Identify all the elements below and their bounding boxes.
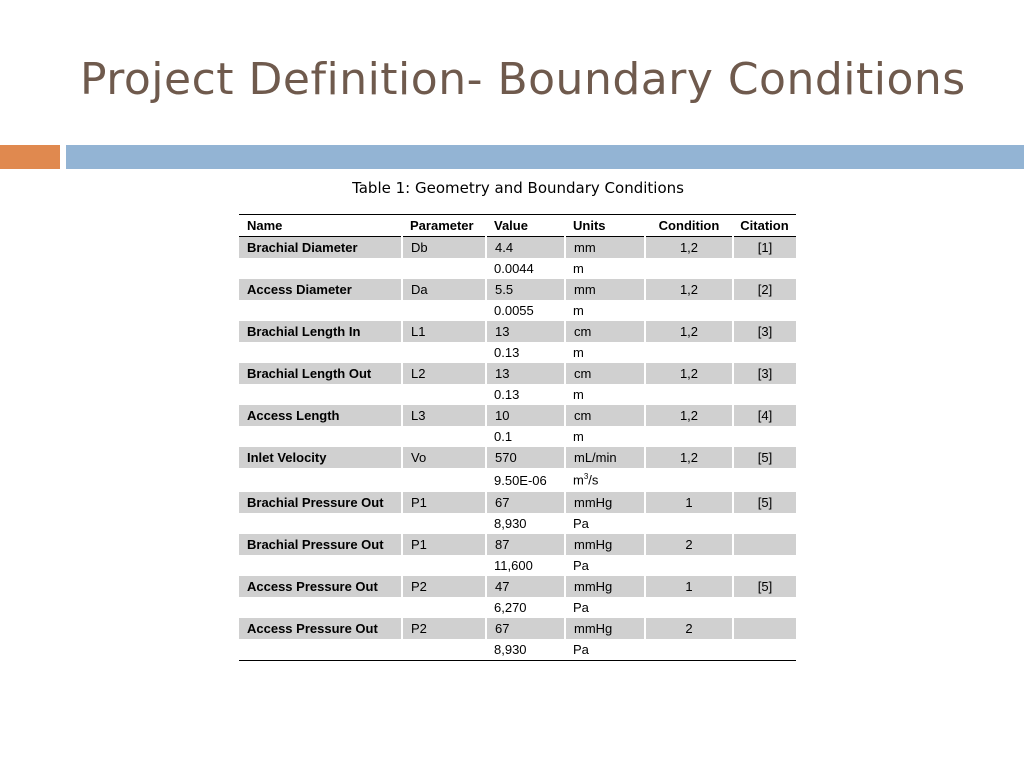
boundary-conditions-table bbox=[239, 214, 796, 661]
cell-name: Access Length bbox=[239, 405, 402, 426]
cell-parameter: L3 bbox=[402, 405, 486, 426]
cell-parameter bbox=[402, 258, 486, 279]
cell-value: 0.1 bbox=[486, 426, 565, 447]
cell-value: 4.4 bbox=[486, 237, 565, 259]
table-row bbox=[239, 639, 796, 661]
cell-value: 0.0044 bbox=[486, 258, 565, 279]
cell-citation bbox=[733, 258, 796, 279]
cell-parameter: Db bbox=[402, 237, 486, 259]
cell-citation: [3] bbox=[733, 363, 796, 384]
cell-condition bbox=[645, 639, 733, 661]
cell-units: mmHg bbox=[565, 576, 645, 597]
header-name: Name bbox=[239, 215, 402, 237]
table-row bbox=[239, 258, 796, 279]
cell-value: 8,930 bbox=[486, 639, 565, 661]
cell-citation bbox=[733, 300, 796, 321]
cell-name: Brachial Length Out bbox=[239, 363, 402, 384]
cell-condition bbox=[645, 384, 733, 405]
units-suffix: /s bbox=[588, 472, 599, 488]
table-row bbox=[239, 237, 796, 259]
cell-condition: 1 bbox=[645, 492, 733, 513]
cell-condition bbox=[645, 300, 733, 321]
table-row bbox=[239, 426, 796, 447]
cell-name: Brachial Diameter bbox=[239, 237, 402, 259]
cell-value: 0.0055 bbox=[486, 300, 565, 321]
cell-citation bbox=[733, 639, 796, 661]
table-row bbox=[239, 321, 796, 342]
cell-citation bbox=[733, 597, 796, 618]
cell-parameter bbox=[402, 555, 486, 576]
table-row bbox=[239, 576, 796, 597]
cell-value: 11,600 bbox=[486, 555, 565, 576]
units-exponent: 3 bbox=[583, 472, 589, 482]
cell-parameter: P2 bbox=[402, 618, 486, 639]
cell-condition: 2 bbox=[645, 534, 733, 555]
cell-condition: 1,2 bbox=[645, 237, 733, 259]
cell-value: 9.50E-06 bbox=[486, 468, 565, 492]
cell-parameter bbox=[402, 426, 486, 447]
cell-units: Pa bbox=[565, 639, 645, 661]
cell-units: Pa bbox=[565, 555, 645, 576]
table-caption: Table 1: Geometry and Boundary Conditions bbox=[352, 179, 684, 197]
cell-units: mL/min bbox=[565, 447, 645, 468]
cell-name bbox=[239, 342, 402, 363]
cell-units: m bbox=[565, 300, 645, 321]
cell-parameter: Da bbox=[402, 279, 486, 300]
cell-citation bbox=[733, 342, 796, 363]
cell-value: 0.13 bbox=[486, 384, 565, 405]
cell-name bbox=[239, 597, 402, 618]
cell-condition: 1,2 bbox=[645, 447, 733, 468]
cell-name bbox=[239, 468, 402, 492]
cell-parameter: P1 bbox=[402, 534, 486, 555]
cell-units: m bbox=[565, 258, 645, 279]
cell-units: mmHg bbox=[565, 492, 645, 513]
cell-units: mm bbox=[565, 237, 645, 259]
table-row bbox=[239, 300, 796, 321]
table-row bbox=[239, 405, 796, 426]
cell-condition: 1,2 bbox=[645, 405, 733, 426]
cell-value: 8,930 bbox=[486, 513, 565, 534]
cell-citation bbox=[733, 618, 796, 639]
cell-value: 87 bbox=[486, 534, 565, 555]
cell-condition: 2 bbox=[645, 618, 733, 639]
cell-citation: [5] bbox=[733, 447, 796, 468]
cell-name bbox=[239, 426, 402, 447]
cell-condition bbox=[645, 258, 733, 279]
accent-bar-blue bbox=[66, 145, 1024, 169]
cell-value: 570 bbox=[486, 447, 565, 468]
cell-parameter: L2 bbox=[402, 363, 486, 384]
table-header-row bbox=[239, 215, 796, 237]
cell-condition: 1,2 bbox=[645, 279, 733, 300]
table-row bbox=[239, 513, 796, 534]
cell-units: m bbox=[565, 426, 645, 447]
cell-parameter bbox=[402, 342, 486, 363]
cell-value: 0.13 bbox=[486, 342, 565, 363]
table-row bbox=[239, 492, 796, 513]
table-row bbox=[239, 384, 796, 405]
table-row bbox=[239, 534, 796, 555]
cell-citation bbox=[733, 513, 796, 534]
cell-parameter bbox=[402, 639, 486, 661]
cell-condition bbox=[645, 555, 733, 576]
cell-condition bbox=[645, 513, 733, 534]
header-parameter: Parameter bbox=[402, 215, 486, 237]
cell-condition bbox=[645, 597, 733, 618]
cell-value: 6,270 bbox=[486, 597, 565, 618]
cell-citation: [1] bbox=[733, 237, 796, 259]
cell-units: Pa bbox=[565, 513, 645, 534]
cell-units: mmHg bbox=[565, 534, 645, 555]
cell-citation bbox=[733, 555, 796, 576]
cell-value: 47 bbox=[486, 576, 565, 597]
cell-units: mm bbox=[565, 279, 645, 300]
cell-parameter: P1 bbox=[402, 492, 486, 513]
slide-title: Project Definition- Boundary Conditions bbox=[80, 54, 966, 105]
cell-citation bbox=[733, 384, 796, 405]
cell-name bbox=[239, 384, 402, 405]
cell-name: Inlet Velocity bbox=[239, 447, 402, 468]
table-row bbox=[239, 279, 796, 300]
cell-condition: 1,2 bbox=[645, 363, 733, 384]
cell-value: 67 bbox=[486, 492, 565, 513]
table-row bbox=[239, 363, 796, 384]
cell-citation: [5] bbox=[733, 492, 796, 513]
cell-units: cm bbox=[565, 363, 645, 384]
cell-citation bbox=[733, 468, 796, 492]
cell-citation bbox=[733, 534, 796, 555]
table-row bbox=[239, 555, 796, 576]
cell-name: Access Pressure Out bbox=[239, 618, 402, 639]
cell-parameter: Vo bbox=[402, 447, 486, 468]
cell-name: Access Diameter bbox=[239, 279, 402, 300]
cell-name bbox=[239, 300, 402, 321]
table-row bbox=[239, 468, 796, 492]
cell-value: 67 bbox=[486, 618, 565, 639]
cell-citation: [5] bbox=[733, 576, 796, 597]
cell-parameter: L1 bbox=[402, 321, 486, 342]
cell-units: m bbox=[565, 384, 645, 405]
cell-name bbox=[239, 258, 402, 279]
cell-parameter bbox=[402, 597, 486, 618]
cell-citation: [2] bbox=[733, 279, 796, 300]
cell-citation: [3] bbox=[733, 321, 796, 342]
cell-units: m bbox=[565, 342, 645, 363]
cell-name: Brachial Pressure Out bbox=[239, 492, 402, 513]
cell-units: Pa bbox=[565, 597, 645, 618]
cell-value: 13 bbox=[486, 321, 565, 342]
cell-parameter bbox=[402, 300, 486, 321]
cell-parameter bbox=[402, 384, 486, 405]
table-row bbox=[239, 342, 796, 363]
cell-units: mmHg bbox=[565, 618, 645, 639]
cell-citation bbox=[733, 426, 796, 447]
cell-condition: 1 bbox=[645, 576, 733, 597]
units-base: m bbox=[573, 472, 584, 488]
cell-value: 5.5 bbox=[486, 279, 565, 300]
cell-parameter bbox=[402, 468, 486, 492]
cell-condition bbox=[645, 468, 733, 492]
cell-condition bbox=[645, 342, 733, 363]
cell-units bbox=[565, 468, 645, 492]
table-row bbox=[239, 447, 796, 468]
header-units: Units bbox=[565, 215, 645, 237]
cell-units: cm bbox=[565, 405, 645, 426]
table-body bbox=[239, 237, 796, 661]
table-row bbox=[239, 618, 796, 639]
cell-value: 13 bbox=[486, 363, 565, 384]
cell-name bbox=[239, 639, 402, 661]
cell-parameter bbox=[402, 513, 486, 534]
cell-name bbox=[239, 513, 402, 534]
cell-condition: 1,2 bbox=[645, 321, 733, 342]
header-value: Value bbox=[486, 215, 565, 237]
cell-value: 10 bbox=[486, 405, 565, 426]
cell-name bbox=[239, 555, 402, 576]
header-condition: Condition bbox=[645, 215, 733, 237]
cell-condition bbox=[645, 426, 733, 447]
cell-name: Brachial Length In bbox=[239, 321, 402, 342]
header-citation: Citation bbox=[733, 215, 796, 237]
cell-units: cm bbox=[565, 321, 645, 342]
cell-name: Access Pressure Out bbox=[239, 576, 402, 597]
accent-bar-orange bbox=[0, 145, 60, 169]
cell-parameter: P2 bbox=[402, 576, 486, 597]
cell-citation: [4] bbox=[733, 405, 796, 426]
cell-name: Brachial Pressure Out bbox=[239, 534, 402, 555]
table-row bbox=[239, 597, 796, 618]
